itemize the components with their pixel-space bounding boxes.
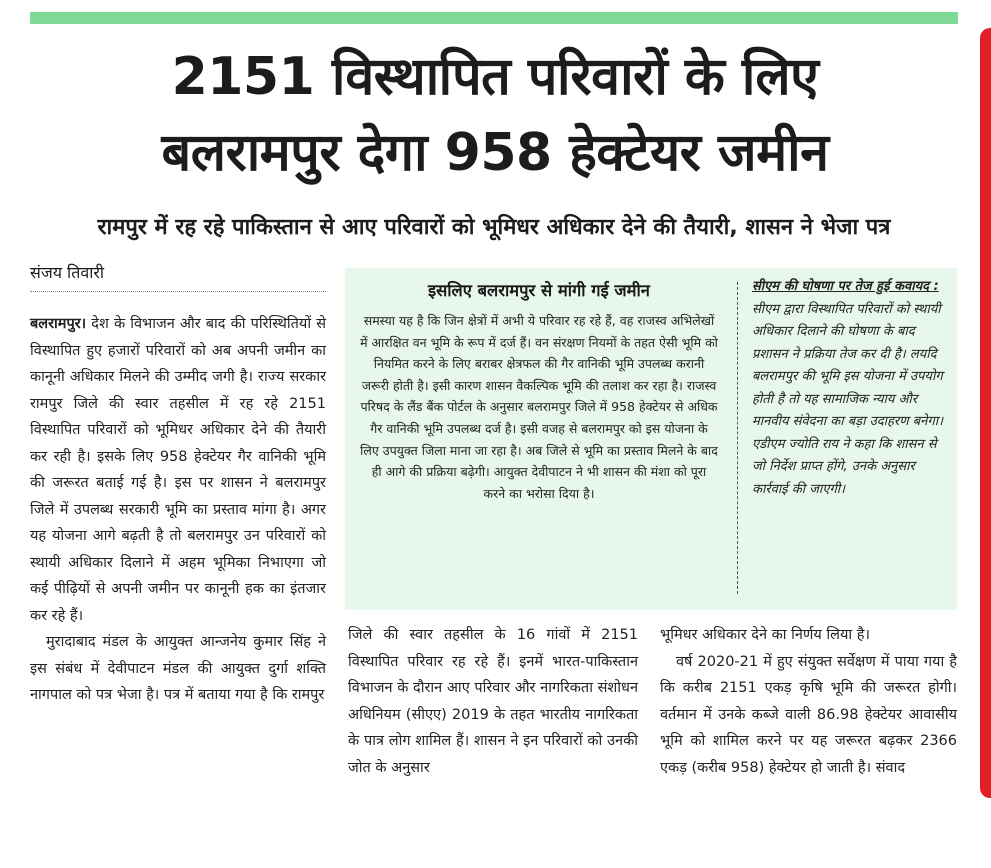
- info-box-divider: [737, 282, 738, 594]
- info-box-side-lead: सीएम की घोषणा पर तेज हुई कवायद :: [752, 279, 939, 294]
- article-paragraph: जिले की स्वार तहसील के 16 गांवों में 2151 विस्थापित परिवार रह रहे हैं। इनमें भारत-पाकिस्तान विभाजन के दौरान आए परिवार और नागरिकता संशोधन अधिनियम (सीएए) 2019 के तहत भारतीय नागरिकता के पात्र लोग शामिल हैं। शासन ने इन परिवारों को उनकी जोत के अनुसार: [348, 627, 638, 776]
- article-paragraph: वर्ष 2020-21 में हुए संयुक्त सर्वेक्षण में पाया गया है कि करीब 2151 एकड़ कृषि भूमि की जरूरत होगी। वर्तमान में उनके कब्जे वाली 86.98 हेक्टेयर आवासीय भूमि को शामिल करने पर यह जरूरत बढ़कर 2366 एकड़ (करीब 958) हेक्टेयर हो जाती है। संवाद: [660, 653, 957, 776]
- article-paragraph: भूमिधर अधिकार देने का निर्णय लिया है।: [660, 627, 870, 643]
- red-edge-strip: [980, 28, 991, 798]
- info-box-main: [360, 278, 718, 504]
- headline-line-2: बलरामपुर देगा 958 हेक्टेयर जमीन: [161, 123, 829, 183]
- info-box-title: इसलिए बलरामपुर से मांगी गई जमीन: [428, 281, 650, 300]
- article-paragraph: मुरादाबाद मंडल के आयुक्त आन्जनेय कुमार सिंह ने इस संबंध में देवीपाटन मंडल की आयुक्त दुर्गा शक्ति नागपाल को पत्र भेजा है। पत्र में बताया गया है कि रामपुर: [30, 634, 326, 703]
- info-box-side: [752, 276, 948, 501]
- info-box-text: समस्या यह है कि जिन क्षेत्रों में अभी ये परिवार रह रहे हैं, वह राजस्व अभिलेखों में आरक्षित वन भूमि के रूप में दर्ज हैं। वन संरक्षण नियमों के तहत ऐसी भूमि को नियमित करने के लिए बराबर क्षेत्रफल की गैर वानिकी भूमि उपलब्ध करानी जरूरी होती है। इसी कारण शासन वैकल्पिक भूमि की तलाश कर रहा है। राजस्व परिषद के लैंड बैंक पोर्टल के अनुसार बलरामपुर जिले में 958 हेक्टेयर से अधिक गैर वानिकी भूमि उपलब्ध दर्ज है। इसी वजह से बलरामपुर को इस योजना के लिए उपयुक्त जिला माना जा रहा है। अब जिले से भूमि का प्रस्ताव मिलने के बाद ही आगे की प्रक्रिया बढ़ेगी। आयुक्त देवीपाटन ने भी शासन की मंशा को पूरा करने का भरोसा दिया है।: [360, 313, 718, 501]
- dateline: बलरामपुर।: [30, 316, 87, 332]
- top-accent-bar: [30, 12, 958, 24]
- paragraph-text: देश के विभाजन और बाद की परिस्थितियों से विस्थापित हुए हजारों परिवारों को अब अपनी जमीन का कानूनी अधिकार मिलने की उम्मीद जगी है। राज्य सरकार रामपुर जिले की स्वार तहसील में रह रहे 2151 विस्थापित परिवारों को भूमिधर अधिकार देने की तैयारी कर रही है। इसके लिए 958 हेक्टेयर गैर वानिकी भूमि की जरूरत बताई गई है। इस पर शासन ने बलरामपुर जिले में उपलब्ध सरकारी भूमि का प्रस्ताव मांगा है। अगर यह योजना आगे बढ़ती है तो बलरामपुर उन परिवारों को स्थायी अधिकार दिलाने में अहम भूमिका निभाएगा जो कई पीढ़ियों से अपनी जमीन पर कानूनी हक का इंतजार कर रहे हैं।: [30, 316, 327, 624]
- article-column-3: [660, 622, 957, 781]
- byline-divider: [30, 291, 326, 292]
- info-box-side-text: सीएम द्वारा विस्थापित परिवारों को स्थायी अधिकार दिलाने की घोषणा के बाद प्रशासन ने प्रक्रिया तेज कर दी है। लयदि बलरामपुर की भूमि इस योजना में उपयोग होती है तो यह सामाजिक न्याय और मानवीय संवेदना का बड़ा उदाहरण बनेगा। एडीएम ज्योति राय ने कहा कि शासन से जो निर्देश प्राप्त होंगे, उनके अनुसार कार्रवाई की जाएगी।: [752, 301, 944, 497]
- article-column-1: [30, 311, 326, 709]
- byline: संजय तिवारी: [30, 263, 105, 282]
- article-column-2: [348, 622, 638, 781]
- subheadline: रामपुर में रह रहे पाकिस्तान से आए परिवारों को भूमिधर अधिकार देने की तैयारी, शासन ने भेजा पत्र: [97, 215, 891, 240]
- headline-line-1: 2151 विस्थापित परिवारों के लिए: [171, 47, 819, 107]
- article-paragraph: [30, 311, 326, 629]
